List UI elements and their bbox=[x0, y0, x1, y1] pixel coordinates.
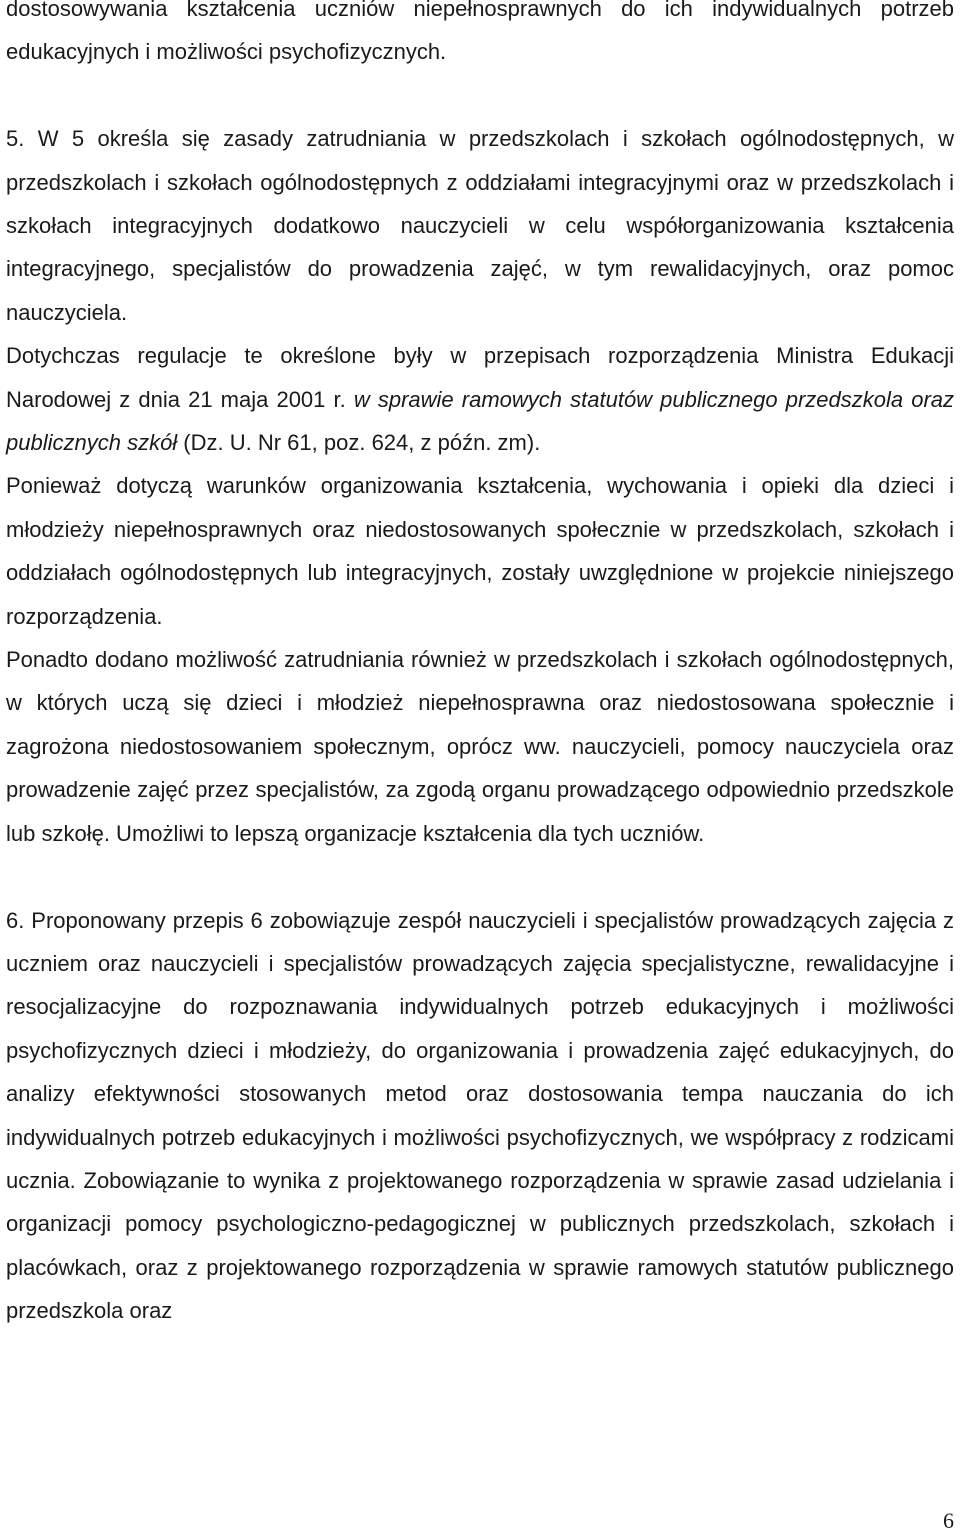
paragraph-6: 6. Proponowany przepis 6 zobowiązuje zespół nauczycieli i specjalistów prowadzących zajęcia z uczniem oraz nauczycieli i specjalistów prowadzących zajęcia specjalistyczne, rewalidacyjne i resocjalizacyjne do rozpoznawania indywidualnych potrzeb edukacyjnych i możliwości psychofizycznych dzieci i młodzieży, do organizowania i prowadzenia zajęć edukacyjnych, do analizy efektywności stosowanych metod oraz dostosowania tempa nauczania do ich indywidualnych potrzeb edukacyjnych i możliwości psychofizycznych, we współpracy z rodzicami ucznia. Zobowiązanie to wynika z projektowanego rozporządzenia w sprawie zasad udzielania i organizacji pomocy psychologiczno-pedagogicznej w publicznych przedszkolach, szkołach i placówkach, oraz z projektowanego rozporządzenia w sprawie ramowych statutów publicznego przedszkola oraz bbox=[6, 907, 954, 1324]
paragraph-5-addition: Ponadto dodano możliwość zatrudniania również w przedszkolach i szkołach ogólnodostępnych, w których uczą się dzieci i młodzież niepełnosprawna oraz niedostosowana społecznie i zagrożona niedostosowaniem społecznym, oprócz ww. nauczycieli, pomocy nauczyciela oraz prowadzenie zajęć przez specjalistów, za zgodą organu prowadzącego odpowiednio przedszkole lub szkołę. Umożliwi to lepszą organizacje kształcenia dla tych uczniów. bbox=[6, 647, 954, 846]
paragraph-5-previous-regulation bbox=[0, 334, 960, 464]
page-number: 6 bbox=[943, 1508, 954, 1533]
regulation-text-start: Dotychczas regulacje te określone były w przepisach rozporządzenia Ministra Edukacji Narodowej z dnia 21 maja 2001 r. bbox=[6, 343, 954, 412]
paragraph-spacer bbox=[0, 74, 960, 117]
paragraph-5-reasoning: Ponieważ dotyczą warunków organizowania kształcenia, wychowania i opieki dla dzieci i młodzieży niepełnosprawnych oraz niedostosowanych społecznie w przedszkolach, szkołach i oddziałach ogólnodostępnych lub integracyjnych, zostały uwzględnione w projekcie niniejszego rozporządzenia. bbox=[6, 473, 954, 629]
regulation-title: w sprawie ramowych statutów publicznego przedszkola oraz publicznych szkół bbox=[6, 386, 955, 456]
regulation-citation: (Dz. U. Nr 61, poz. 624, z późn. zm). bbox=[177, 430, 541, 456]
paragraph-spacer bbox=[0, 855, 960, 898]
paragraph-5-scope: 5. W 5 określa się zasady zatrudniania w przedszkolach i szkołach ogólnodostępnych, w przedszkolach i szkołach ogólnodostępnych z oddziałami integracyjnymi oraz w przedszkolach i szkołach integracyjnych dodatkowo nauczycieli w celu współorganizowania kształcenia integracyjnego, specjalistów do prowadzenia zajęć, w tym rewalidacyjnych, oraz pomoc nauczyciela. bbox=[6, 126, 954, 325]
paragraph-intro: dostosowywania kształcenia uczniów niepełnosprawnych do ich indywidualnych potrzeb edukacyjnych i możliwości psychofizycznych. bbox=[6, 0, 954, 65]
